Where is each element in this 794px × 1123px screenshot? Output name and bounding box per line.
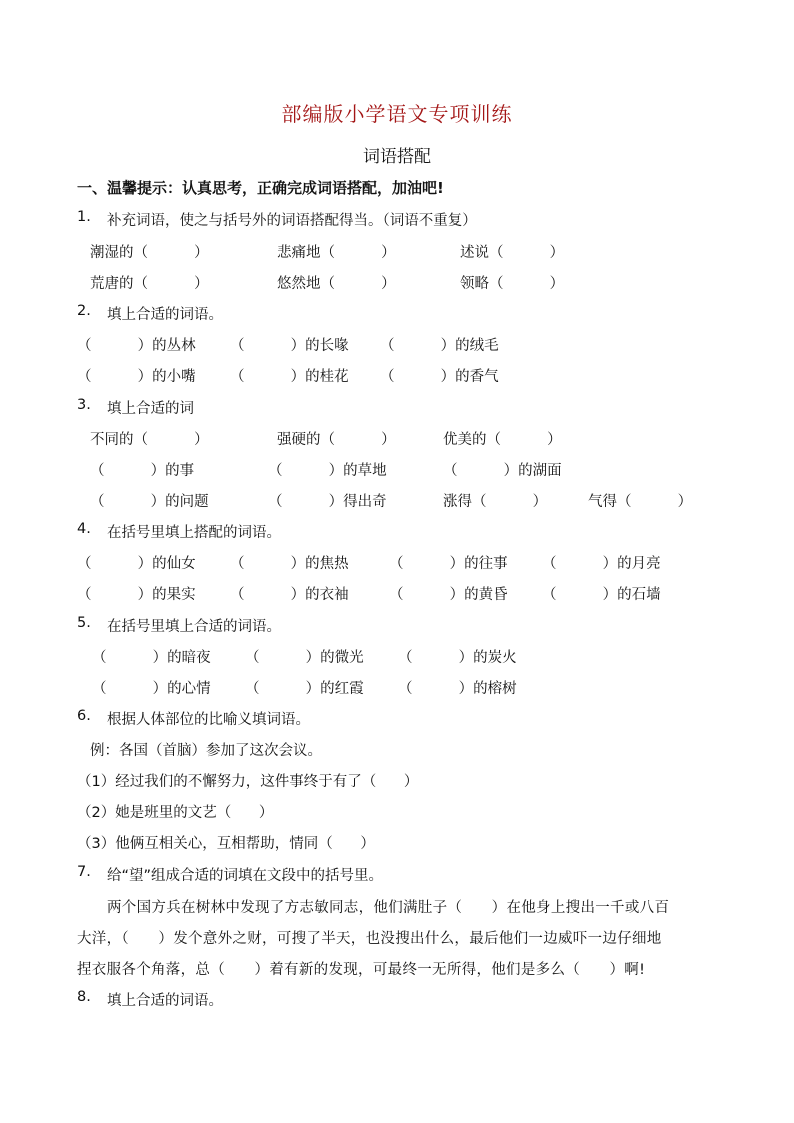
blank-item[interactable]: （ ）的红霞 bbox=[245, 681, 364, 697]
blank-item[interactable]: （ ）得出奇 bbox=[268, 494, 387, 510]
blank-item[interactable]: （ ）的往事 bbox=[389, 556, 508, 572]
question-prompt: 补充词语，使之与括号外的词语搭配得当。（词语不重复） bbox=[107, 213, 477, 229]
blank-item[interactable]: 强硬的（ ） bbox=[277, 432, 396, 448]
blank-item[interactable]: （ ）的香气 bbox=[380, 369, 499, 385]
blank-item[interactable]: （ ）的丛林 bbox=[77, 338, 196, 354]
question-number: 6. bbox=[77, 708, 91, 724]
blank-item[interactable]: （ ）的衣袖 bbox=[230, 587, 349, 603]
blank-item[interactable]: （ ）的事 bbox=[90, 463, 195, 479]
question-number: 5. bbox=[77, 615, 91, 631]
question-number: 7. bbox=[77, 864, 91, 880]
document-subtitle: 词语搭配 bbox=[363, 147, 431, 167]
blank-item[interactable]: 涨得（ ） bbox=[443, 494, 548, 510]
blank-item[interactable]: （ ）的绒毛 bbox=[380, 338, 499, 354]
question-number: 8. bbox=[77, 989, 91, 1005]
blank-item[interactable]: （ ）的草地 bbox=[268, 463, 387, 479]
question-prompt: 填上合适的词语。 bbox=[107, 993, 223, 1009]
blank-item[interactable]: （ ）的炭火 bbox=[398, 650, 517, 666]
blank-item[interactable]: （ ）的桂花 bbox=[230, 369, 349, 385]
example-text: 例：各国（首脑）参加了这次会议。 bbox=[90, 743, 322, 759]
blank-item[interactable]: （3）他俩互相关心，互相帮助，情同（ ） bbox=[77, 836, 375, 852]
blank-item[interactable]: （2）她是班里的文艺（ ） bbox=[77, 805, 274, 821]
question-prompt: 在括号里填上合适的词语。 bbox=[107, 619, 281, 635]
blank-item[interactable]: （ ）的长喙 bbox=[230, 338, 349, 354]
question-number: 1. bbox=[77, 209, 91, 225]
blank-item[interactable]: 优美的（ ） bbox=[443, 432, 562, 448]
blank-item[interactable]: （ ）的小嘴 bbox=[77, 369, 196, 385]
blank-item[interactable]: 荒唐的（ ） bbox=[90, 276, 209, 292]
paragraph-line[interactable]: 两个国方兵在树林中发现了方志敏同志，他们满肚子（ ）在他身上搜出一千或八百 bbox=[107, 900, 670, 916]
blank-item[interactable]: （ ）的问题 bbox=[90, 494, 209, 510]
question-number: 2. bbox=[77, 303, 91, 319]
question-prompt: 填上合适的词语。 bbox=[107, 307, 223, 323]
question-number: 4. bbox=[77, 521, 91, 537]
question-prompt: 给“望”组成合适的词填在文段中的括号里。 bbox=[107, 868, 384, 884]
blank-item[interactable]: （ ）的榕树 bbox=[398, 681, 517, 697]
blank-item[interactable]: （ ）的仙女 bbox=[77, 556, 196, 572]
question-prompt: 在括号里填上搭配的词语。 bbox=[107, 525, 281, 541]
paragraph-line[interactable]: 大洋，（ ）发个意外之财，可搜了半天，也没搜出什么，最后他们一边威吓一边仔细地 bbox=[77, 931, 662, 947]
blank-item[interactable]: （ ）的湖面 bbox=[443, 463, 562, 479]
blank-item[interactable]: （ ）的焦热 bbox=[230, 556, 349, 572]
blank-item[interactable]: （ ）的暗夜 bbox=[92, 650, 211, 666]
blank-item[interactable]: 潮湿的（ ） bbox=[90, 245, 209, 261]
blank-item[interactable]: （ ）的月亮 bbox=[542, 556, 661, 572]
section-heading: 一、温馨提示：认真思考，正确完成词语搭配，加油吧! bbox=[77, 179, 444, 197]
blank-item[interactable]: （ ）的心情 bbox=[92, 681, 211, 697]
blank-item[interactable]: 悲痛地（ ） bbox=[277, 245, 396, 261]
blank-item[interactable]: （ ）的黄昏 bbox=[389, 587, 508, 603]
blank-item[interactable]: 气得（ ） bbox=[588, 494, 693, 510]
blank-item[interactable]: （ ）的果实 bbox=[77, 587, 196, 603]
blank-item[interactable]: （ ）的石墙 bbox=[542, 587, 661, 603]
blank-item[interactable]: 述说（ ） bbox=[460, 245, 565, 261]
question-prompt: 根据人体部位的比喻义填词语。 bbox=[107, 712, 310, 728]
question-number: 3. bbox=[77, 397, 91, 413]
paragraph-line[interactable]: 捏衣服各个角落，总（ ）着有新的发现，可最终一无所得，他们是多么（ ）啊! bbox=[77, 962, 646, 978]
document-title: 部编版小学语文专项训练 bbox=[281, 102, 513, 126]
blank-item[interactable]: （1）经过我们的不懈努力，这件事终于有了（ ） bbox=[77, 774, 419, 790]
blank-item[interactable]: 领略（ ） bbox=[460, 276, 565, 292]
blank-item[interactable]: （ ）的微光 bbox=[245, 650, 364, 666]
question-prompt: 填上合适的词 bbox=[107, 401, 194, 417]
blank-item[interactable]: 不同的（ ） bbox=[90, 432, 209, 448]
blank-item[interactable]: 悠然地（ ） bbox=[277, 276, 396, 292]
